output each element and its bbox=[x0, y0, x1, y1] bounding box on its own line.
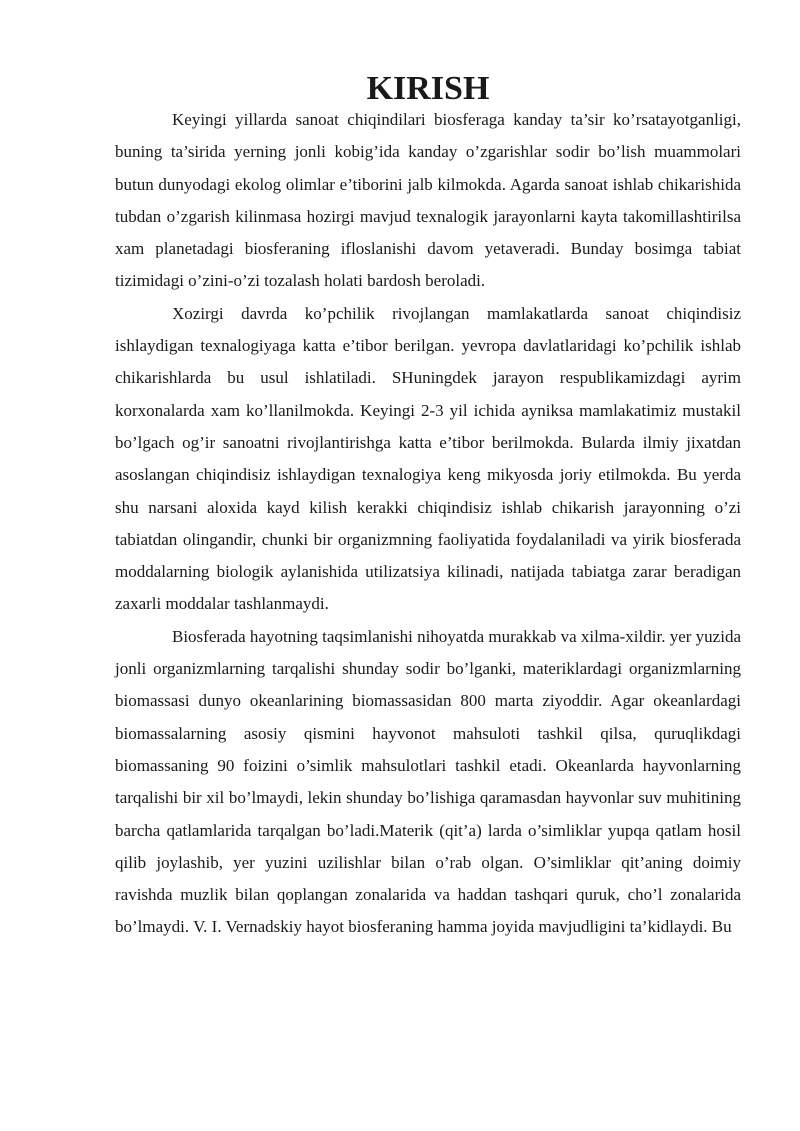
page-title: KIRISH bbox=[366, 70, 490, 107]
paragraph-2: Xozirgi davrda ko’pchilik rivojlangan mamlakatlarda sanoat chiqindisiz ishlaydigan texnalogiyaga katta e’tibor berilgan. yevropa davlatlaridagi ko’pchilik ishlab chikarishlarda bu usul ishlatiladi. SHuningdek jarayon respublikamizdagi ayrim korxonalarda xam ko’llanilmokda. Keyingi 2-3 yil ichida ayniksa mamlakatimiz mustakil bo’lgach og’ir sanoatni rivojlantirishga katta e’tibor berilmokda. Bularda ilmiy jixatdan asoslangan chiqindisiz ishlaydigan texnalogiya keng mikyosda joriy etilmokda. Bu yerda shu narsani aloxida kayd kilish kerakki chiqindisiz ishlab chikarish jarayonning o’zi tabiatdan olingandir, chunki bir organizmning faoliyatida foydalaniladi va yirik biosferada moddalarning biologik aylanishida utilizatsiya kilinadi, natijada tabiatga zarar beradigan zaxarli moddalar tashlanmaydi. bbox=[115, 303, 741, 614]
document-page bbox=[115, 70, 741, 944]
paragraph-1: Keyingi yillarda sanoat chiqindilari biosferaga kanday ta’sir ko’rsatayotganligi, buning ta’sirida yerning jonli kobig’ida kanday o’zgarishlar sodir bo’lish muammolari butun dunyodagi ekolog olimlar e’tiborini jalb kilmokda. Agarda sanoat ishlab chikarishida tubdan o’zgarish kilinmasa hozirgi mavjud texnalogik jarayonlarni kayta takomillashtirilsa xam planetadagi biosferaning ifloslanishi davom yetaveradi. Bunday bosimga tabiat tizimidagi o’zini-o’zi tozalash holati bardosh beroladi. bbox=[115, 110, 741, 291]
paragraph-3: Biosferada hayotning taqsimlanishi nihoyatda murakkab va xilma-xildir. yer yuzida jonli organizmlarning tarqalishi shunday sodir bo’lganki, materiklardagi organizmlarning biomassasi dunyo okeanlarining biomassasidan 800 marta ziyoddir. Agar okeanlardagi biomassalarning asosiy qismini hayvonot mahsuloti tashkil qilsa, quruqlikdagi biomassaning 90 foizini o’simlik mahsulotlari tashkil etadi. Okeanlarda hayvonlarning tarqalishi bir xil bo’lmaydi, lekin shunday bo’lishiga qaramasdan hayvonlar suv muhitining barcha qatlamlarida tarqalgan bo’ladi.Materik (qit’a) larda o’simliklar yupqa qatlam hosil qilib joylashib, yer yuzini uzilishlar bilan o’rab olgan. O’simliklar qit’aning doimiy ravishda muzlik bilan qoplangan zonalarida va haddan tashqari quruk, cho’l zonalarida bo’lmaydi. V. I. Vernadskiy hayot biosferaning hamma joyida mavjudligini ta’kidlaydi. Bu bbox=[115, 626, 741, 937]
